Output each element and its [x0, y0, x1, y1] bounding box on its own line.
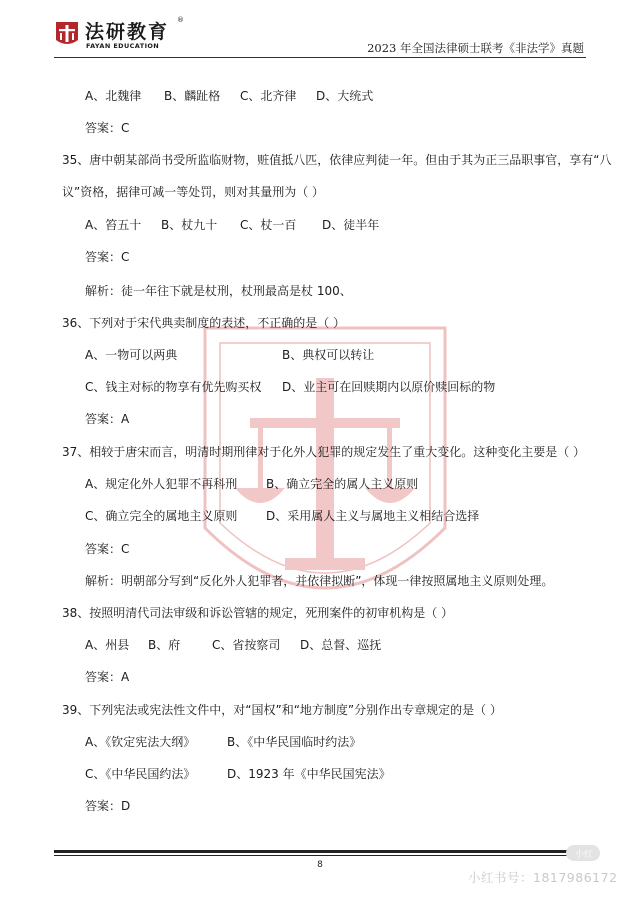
q35-option-b: B、杖九十 — [161, 218, 218, 232]
q35-analysis: 解析：徒一年往下就是杖刑，杖刑最高是杖 100、 — [85, 284, 352, 298]
q35-answer: 答案：C — [85, 250, 130, 264]
logo-subtitle: FAYAN EDUCATION — [86, 42, 160, 50]
q35-stem-line-1: 35、唐中朝某部尚书受所监临财物，赃值抵八匹，依律应判徒一年。但由于其为正三品职事官，享有“八 — [62, 153, 612, 167]
registered-mark: ® — [177, 16, 184, 24]
page-header — [0, 0, 640, 62]
q35-stem-line-2: 议”资格，据律可减一等处罚，则对其量刑为（ ） — [62, 185, 325, 199]
q38-option-a: A、州县 — [85, 638, 130, 652]
q34-option-d: D、大统式 — [316, 89, 374, 103]
q34-answer: 答案：C — [85, 121, 130, 135]
q39-stem: 39、下列宪法或宪法性文件中，对“国权”和“地方制度”分别作出专章规定的是（ ） — [62, 703, 502, 717]
document-title: 2023 年全国法律硕士联考《非法学》真题 — [367, 41, 584, 55]
q37-option-c: C、确立完全的属地主义原则 — [85, 509, 238, 523]
q39-answer: 答案：D — [85, 799, 131, 813]
q38-stem: 38、按照明清代司法审级和诉讼管辖的规定，死刑案件的初审机构是（ ） — [62, 606, 454, 620]
q36-option-d: D、业主可在回赎期内以原价赎回标的物 — [282, 380, 496, 394]
q35-option-c: C、杖一百 — [240, 218, 297, 232]
fayan-emblem-icon — [54, 20, 80, 48]
q37-answer: 答案：C — [85, 542, 130, 556]
q36-option-a: A、一物可以两典 — [85, 348, 178, 362]
q38-answer: 答案：A — [85, 670, 130, 684]
q37-option-b: B、确立完全的属人主义原则 — [266, 477, 419, 491]
q34-option-a: A、北魏律 — [85, 89, 142, 103]
q38-option-d: D、总督、巡抚 — [300, 638, 382, 652]
logo-text: 法研教育 — [85, 21, 170, 43]
q39-option-d: D、1923 年《中华民国宪法》 — [227, 767, 391, 781]
q37-option-d: D、采用属人主义与属地主义相结合选择 — [266, 509, 480, 523]
q34-option-c: C、北齐律 — [240, 89, 297, 103]
q35-option-d: D、徒半年 — [322, 218, 380, 232]
footer-divider-thick — [54, 850, 586, 853]
q39-option-a: A、《钦定宪法大纲》 — [85, 735, 196, 749]
q37-analysis: 解析：明朝部分写到“反化外人犯罪者，并依律拟断”，体现一律按照属地主义原则处理。 — [85, 574, 554, 588]
q39-option-b: B、《中华民国临时约法》 — [227, 735, 362, 749]
q37-stem: 37、相较于唐宋而言，明清时期刑律对于化外人犯罪的规定发生了重大变化。这种变化主要是（ ） — [62, 445, 586, 459]
q39-option-c: C、《中华民国约法》 — [85, 767, 196, 781]
q37-option-a: A、规定化外人犯罪不再科刑 — [85, 477, 238, 491]
footer-divider-thin — [54, 855, 586, 856]
q36-option-c: C、钱主对标的物享有优先购买权 — [85, 380, 262, 394]
q36-option-b: B、典权可以转让 — [282, 348, 375, 362]
fayan-logo — [54, 16, 184, 52]
xiaohongshu-badge-label: 小红 — [575, 850, 594, 860]
q36-answer: 答案：A — [85, 412, 130, 426]
q38-option-b: B、府 — [148, 638, 181, 652]
header-divider — [54, 57, 586, 58]
q34-option-b: B、麟趾格 — [164, 89, 221, 103]
q38-option-c: C、省按察司 — [212, 638, 281, 652]
xiaohongshu-watermark: 小红书号：1817986172 — [468, 870, 618, 885]
q35-option-a: A、笞五十 — [85, 218, 142, 232]
q36-stem: 36、下列对于宋代典卖制度的表述，不正确的是（ ） — [62, 316, 346, 330]
page-number: 8 — [317, 860, 323, 870]
